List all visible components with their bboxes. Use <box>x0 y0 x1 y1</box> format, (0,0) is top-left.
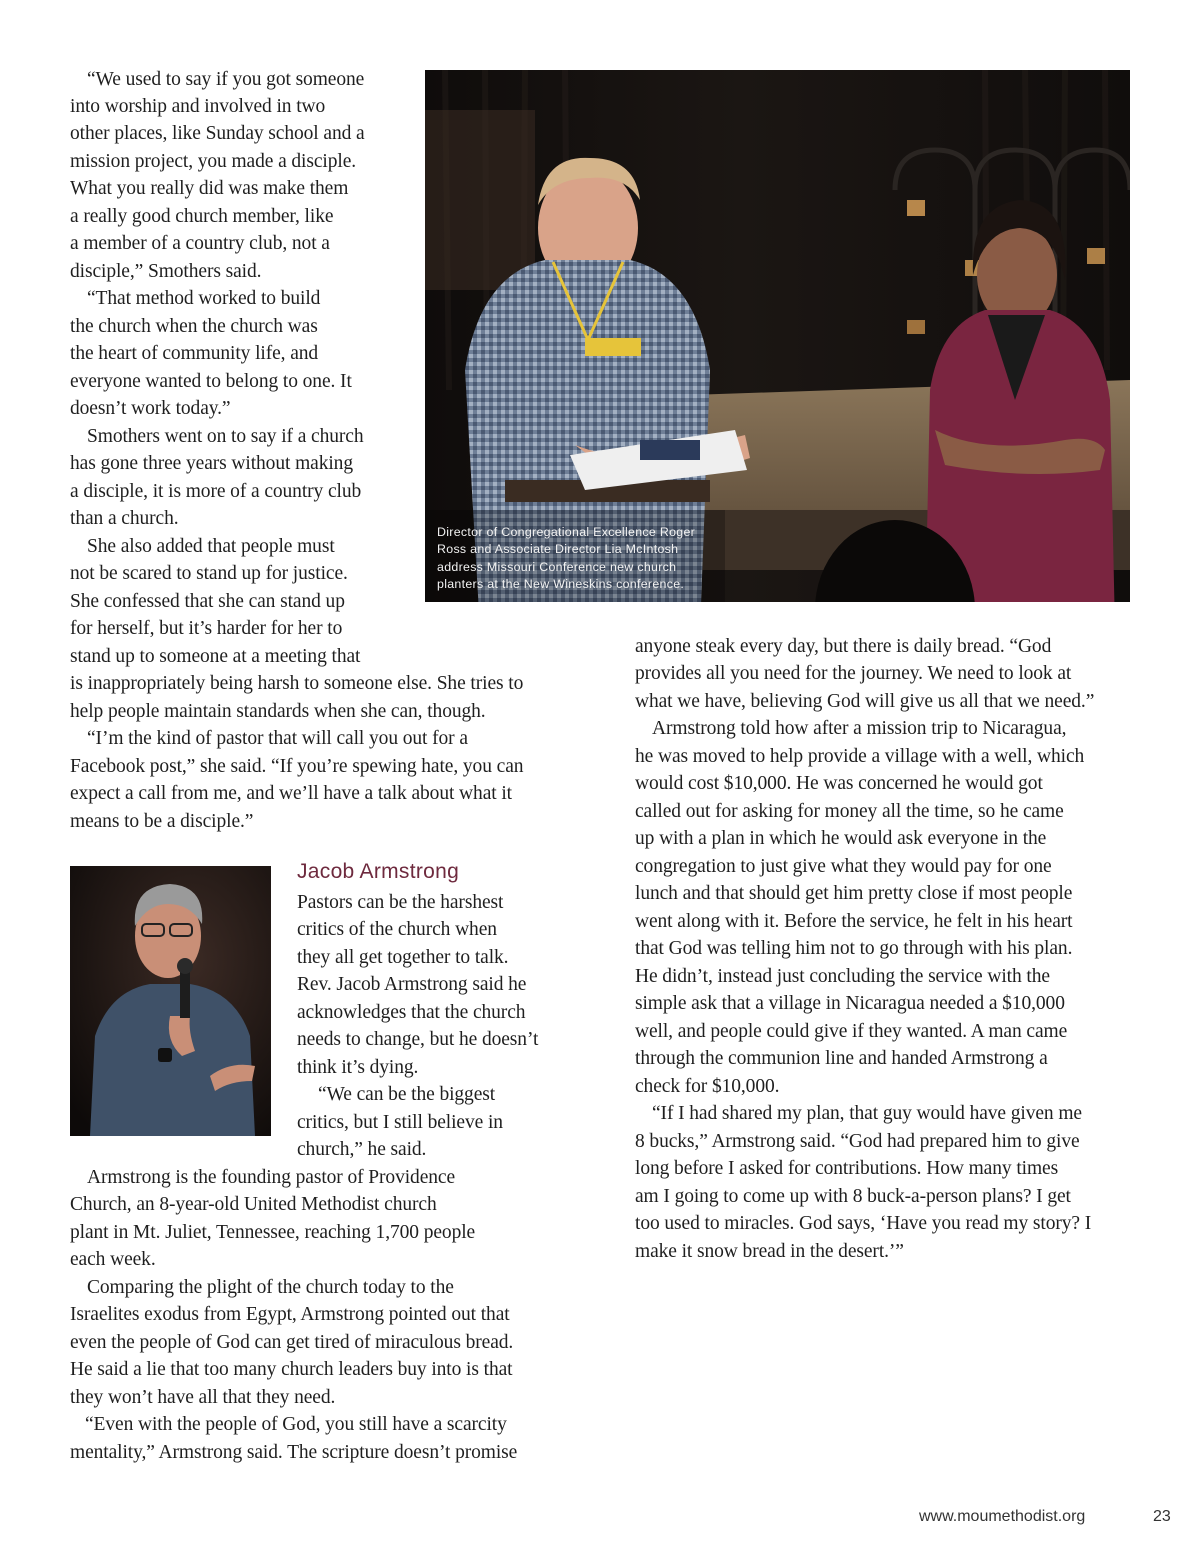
body-text-line: well, and people could give if they wanted. A man came <box>635 1021 1068 1042</box>
body-text-line: What you really did was make them <box>70 178 349 199</box>
body-text-line: congregation to just give what they would pay for one <box>635 856 1052 877</box>
body-text-line: went along with it. Before the service, he felt in his heart <box>635 911 1073 932</box>
body-text-line: Comparing the plight of the church today to the <box>87 1277 454 1298</box>
footer-page-number: 23 <box>1153 1508 1171 1525</box>
body-text-line: Pastors can be the harshest <box>297 892 504 913</box>
body-text-line: critics, but I still believe in <box>297 1112 503 1133</box>
body-text-line: a disciple, it is more of a country club <box>70 481 362 502</box>
body-text-line: expect a call from me, and we’ll have a talk about what it <box>70 783 512 804</box>
jacob-armstrong-illustration <box>70 866 271 1136</box>
body-text-line: critics of the church when <box>297 919 497 940</box>
photo-caption-line: planters at the New Wineskins conference. <box>437 577 685 591</box>
body-text-line: She also added that people must <box>87 536 335 557</box>
body-text-line: simple ask that a village in Nicaragua needed a $10,000 <box>635 993 1065 1014</box>
body-text-line: they won’t have all that they need. <box>70 1387 336 1408</box>
body-text-line: make it snow bread in the desert.’” <box>635 1241 904 1262</box>
body-text-line: what we have, believing God will give us all that we need.” <box>635 691 1095 712</box>
section-heading: Jacob Armstrong <box>297 860 460 883</box>
body-text-line: Israelites exodus from Egypt, Armstrong pointed out that <box>70 1304 510 1325</box>
body-text-line: disciple,” Smothers said. <box>70 261 262 282</box>
photo-caption-line: address Missouri Conference new church <box>437 560 677 574</box>
body-text-line: anyone steak every day, but there is daily bread. “God <box>635 636 1052 657</box>
photo-caption-line: Director of Congregational Excellence Roger <box>437 525 696 539</box>
body-text-line: even the people of God can get tired of miraculous bread. <box>70 1332 514 1353</box>
body-text-line: He said a lie that too many church leaders buy into is that <box>70 1359 513 1380</box>
body-text-line: “That method worked to build <box>87 288 321 309</box>
body-text-line: “Even with the people of God, you still have a scarcity <box>85 1414 507 1435</box>
body-text-line: He didn’t, instead just concluding the service with the <box>635 966 1050 987</box>
body-text-line: plant in Mt. Juliet, Tennessee, reaching 1,700 people <box>70 1222 476 1243</box>
body-text-line: other places, like Sunday school and a <box>70 123 365 144</box>
conference-photo <box>425 70 1130 602</box>
body-text-line: “We can be the biggest <box>318 1084 496 1105</box>
body-text-line: mission project, you made a disciple. <box>70 151 357 172</box>
body-text-line: 8 bucks,” Armstrong said. “God had prepared him to give <box>635 1131 1080 1152</box>
body-text-line: “If I had shared my plan, that guy would have given me <box>652 1103 1082 1124</box>
body-text-line: needs to change, but he doesn’t <box>297 1029 539 1050</box>
body-text-line: everyone wanted to belong to one. It <box>70 371 352 392</box>
body-text-line: a member of a country club, not a <box>70 233 330 254</box>
body-text-line: stand up to someone at a meeting that <box>70 646 361 667</box>
body-text-line: acknowledges that the church <box>297 1002 526 1023</box>
body-text-line: each week. <box>70 1249 156 1270</box>
body-text-line: that God was telling him not to go through with his plan. <box>635 938 1073 959</box>
body-text-line: “I’m the kind of pastor that will call you out for a <box>87 728 468 749</box>
body-text-line: up with a plan in which he would ask everyone in the <box>635 828 1047 849</box>
body-text-line: a really good church member, like <box>70 206 334 227</box>
body-text-line: Facebook post,” she said. “If you’re spewing hate, you can <box>70 756 524 777</box>
body-text-line: called out for asking for money all the time, so he came <box>635 801 1064 822</box>
body-text-line: the church when the church was <box>70 316 318 337</box>
body-text-line: too used to miracles. God says, ‘Have you read my story? I <box>635 1213 1092 1234</box>
body-text-line: would cost $10,000. He was concerned he would got <box>635 773 1043 794</box>
body-text-line: lunch and that should get him pretty close if most people <box>635 883 1073 904</box>
body-text-line: is inappropriately being harsh to someone else. She tries to <box>70 673 524 694</box>
body-text-line: for herself, but it’s harder for her to <box>70 618 343 639</box>
body-text-line: they all get together to talk. <box>297 947 509 968</box>
body-text-line: Smothers went on to say if a church <box>87 426 364 447</box>
body-text-line: means to be a disciple.” <box>70 811 254 832</box>
body-text-line: church,” he said. <box>297 1139 427 1160</box>
body-text-line: doesn’t work today.” <box>70 398 231 419</box>
body-text-line: the heart of community life, and <box>70 343 319 364</box>
body-text-line: think it’s dying. <box>297 1057 419 1078</box>
body-text-line: he was moved to help provide a village with a well, which <box>635 746 1085 767</box>
body-text-line: She confessed that she can stand up <box>70 591 345 612</box>
body-text-line: am I going to come up with 8 buck-a-person plans? I get <box>635 1186 1071 1207</box>
photo-caption-line: Ross and Associate Director Lia McIntosh <box>437 542 679 556</box>
footer-website: www.moumethodist.org <box>919 1508 1086 1525</box>
body-text-line: Church, an 8-year-old United Methodist church <box>70 1194 437 1215</box>
body-text-line: help people maintain standards when she can, though. <box>70 701 486 722</box>
body-text-line: has gone three years without making <box>70 453 353 474</box>
jacob-armstrong-photo <box>70 866 271 1136</box>
body-text-line: provides all you need for the journey. We need to look at <box>635 663 1072 684</box>
conference-photo-illustration <box>425 70 1130 602</box>
body-text-line: into worship and involved in two <box>70 96 326 117</box>
body-text-line: Armstrong told how after a mission trip to Nicaragua, <box>652 718 1067 739</box>
body-text-line: “We used to say if you got someone <box>87 69 365 90</box>
body-text-line: long before I asked for contributions. How many times <box>635 1158 1059 1179</box>
body-text-line: through the communion line and handed Armstrong a <box>635 1048 1048 1069</box>
body-text-line: not be scared to stand up for justice. <box>70 563 348 584</box>
body-text-line: than a church. <box>70 508 179 529</box>
body-text-line: Armstrong is the founding pastor of Providence <box>87 1167 456 1188</box>
body-text-line: mentality,” Armstrong said. The scripture doesn’t promise <box>70 1442 518 1463</box>
body-text-line: check for $10,000. <box>635 1076 780 1097</box>
body-text-line: Rev. Jacob Armstrong said he <box>297 974 527 995</box>
